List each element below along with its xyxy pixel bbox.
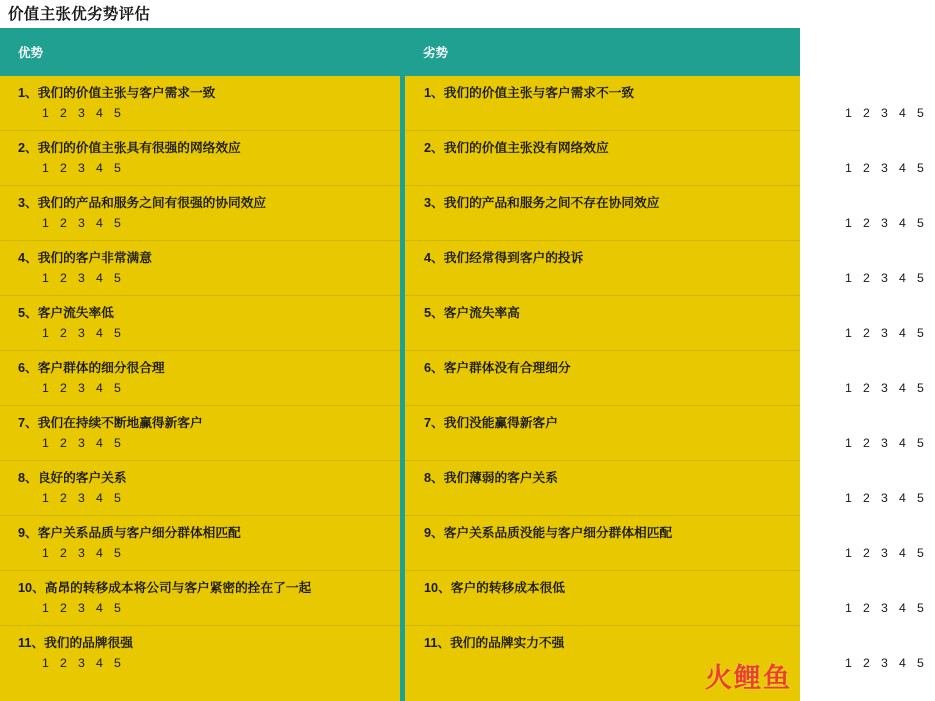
row-label: 4、我们经常得到客户的投诉	[424, 251, 584, 265]
row-label: 10、高昂的转移成本将公司与客户紧密的拴在了一起	[18, 581, 312, 595]
rating-option-4[interactable]: 4	[96, 106, 103, 120]
table-row[interactable]	[0, 76, 400, 131]
rating-option-1[interactable]: 1	[845, 601, 852, 615]
rating-scale[interactable]	[42, 161, 132, 175]
rating-scale[interactable]	[845, 546, 935, 560]
rating-scale[interactable]	[845, 161, 935, 175]
table-row[interactable]	[405, 131, 924, 186]
rating-option-3[interactable]: 3	[881, 381, 888, 395]
table-row[interactable]	[0, 186, 400, 241]
rating-option-3[interactable]: 3	[881, 601, 888, 615]
rating-option-2[interactable]: 2	[863, 546, 870, 560]
rating-option-2[interactable]: 2	[863, 381, 870, 395]
rating-option-2[interactable]: 2	[60, 656, 67, 670]
row-label: 5、客户流失率低	[18, 306, 114, 320]
row-label: 6、客户群体的细分很合理	[18, 361, 165, 375]
rating-option-4[interactable]: 4	[899, 216, 906, 230]
rating-scale[interactable]	[845, 381, 935, 395]
rating-option-3[interactable]: 3	[881, 161, 888, 175]
rating-scale[interactable]	[42, 381, 132, 395]
table-row[interactable]	[0, 131, 400, 186]
column-strengths	[0, 28, 400, 701]
rating-option-2[interactable]: 2	[863, 161, 870, 175]
rating-option-2[interactable]: 2	[60, 601, 67, 615]
rating-scale[interactable]	[845, 601, 935, 615]
row-label: 3、我们的产品和服务之间有很强的协同效应	[18, 196, 267, 210]
row-label: 8、良好的客户关系	[18, 471, 127, 485]
rating-option-1[interactable]: 1	[42, 326, 49, 340]
rating-option-3[interactable]: 3	[881, 326, 888, 340]
rating-option-4[interactable]: 4	[96, 491, 103, 505]
rating-option-3[interactable]: 3	[78, 491, 85, 505]
rows-weaknesses	[405, 76, 924, 681]
rating-option-4[interactable]: 4	[899, 491, 906, 505]
rating-option-5[interactable]: 5	[114, 161, 121, 175]
rating-option-5[interactable]: 5	[917, 381, 924, 395]
rating-scale[interactable]	[42, 436, 132, 450]
row-label: 7、我们在持续不断地赢得新客户	[18, 416, 203, 430]
table-row[interactable]	[405, 186, 924, 241]
rating-option-3[interactable]: 3	[881, 271, 888, 285]
rating-option-2[interactable]: 2	[60, 491, 67, 505]
rating-option-4[interactable]: 4	[899, 436, 906, 450]
rating-option-5[interactable]: 5	[114, 491, 121, 505]
rating-option-3[interactable]: 3	[78, 436, 85, 450]
rating-scale[interactable]	[42, 106, 132, 120]
rating-scale[interactable]	[42, 491, 132, 505]
rating-option-1[interactable]: 1	[845, 326, 852, 340]
rating-option-1[interactable]: 1	[845, 161, 852, 175]
rating-option-3[interactable]: 3	[78, 161, 85, 175]
rating-option-1[interactable]: 1	[42, 436, 49, 450]
rating-option-3[interactable]: 3	[881, 546, 888, 560]
rating-scale[interactable]	[42, 546, 132, 560]
rating-option-1[interactable]: 1	[845, 656, 852, 670]
rating-option-5[interactable]: 5	[917, 546, 924, 560]
rating-option-5[interactable]: 5	[114, 381, 121, 395]
rating-option-4[interactable]: 4	[96, 436, 103, 450]
rating-option-2[interactable]: 2	[863, 106, 870, 120]
rating-option-4[interactable]: 4	[899, 161, 906, 175]
page-title: 价值主张优劣势评估	[8, 6, 151, 23]
rating-option-5[interactable]: 5	[917, 271, 924, 285]
rating-option-5[interactable]: 5	[917, 216, 924, 230]
row-label: 4、我们的客户非常满意	[18, 251, 152, 265]
row-label: 9、客户关系品质与客户细分群体相匹配	[18, 526, 241, 540]
rating-option-2[interactable]: 2	[863, 271, 870, 285]
rating-option-3[interactable]: 3	[881, 491, 888, 505]
rating-option-4[interactable]: 4	[96, 326, 103, 340]
rating-option-4[interactable]: 4	[96, 161, 103, 175]
row-label: 2、我们的价值主张没有网络效应	[424, 141, 609, 155]
column-header-strengths: 优势	[0, 28, 400, 76]
rating-option-5[interactable]: 5	[114, 106, 121, 120]
rating-option-5[interactable]: 5	[917, 161, 924, 175]
rating-option-4[interactable]: 4	[899, 106, 906, 120]
table-row[interactable]	[405, 241, 924, 296]
table-row[interactable]	[405, 76, 924, 131]
row-label: 5、客户流失率高	[424, 306, 520, 320]
rating-option-2[interactable]: 2	[60, 271, 67, 285]
rating-option-1[interactable]: 1	[845, 271, 852, 285]
row-label: 6、客户群体没有合理细分	[424, 361, 571, 375]
rating-scale[interactable]	[42, 271, 132, 285]
row-label: 1、我们的价值主张与客户需求一致	[18, 86, 216, 100]
rating-option-3[interactable]: 3	[881, 216, 888, 230]
rating-scale[interactable]	[845, 326, 935, 340]
rating-option-5[interactable]: 5	[917, 656, 924, 670]
rating-option-4[interactable]: 4	[96, 656, 103, 670]
table-row[interactable]	[0, 241, 400, 296]
rating-option-2[interactable]: 2	[60, 106, 67, 120]
table-row[interactable]	[0, 571, 400, 626]
row-label: 2、我们的价值主张具有很强的网络效应	[18, 141, 241, 155]
row-label: 7、我们没能赢得新客户	[424, 416, 558, 430]
rating-option-4[interactable]: 4	[96, 546, 103, 560]
rating-option-1[interactable]: 1	[42, 546, 49, 560]
row-label: 10、客户的转移成本很低	[424, 581, 565, 595]
rating-option-3[interactable]: 3	[881, 106, 888, 120]
rating-option-1[interactable]: 1	[42, 106, 49, 120]
rating-option-2[interactable]: 2	[863, 491, 870, 505]
row-label: 11、我们的品牌实力不强	[424, 636, 565, 650]
rating-option-4[interactable]: 4	[96, 381, 103, 395]
rating-option-2[interactable]: 2	[60, 546, 67, 560]
assessment-table	[0, 28, 924, 701]
rating-option-5[interactable]: 5	[917, 436, 924, 450]
rating-option-4[interactable]: 4	[899, 271, 906, 285]
rating-scale[interactable]	[845, 216, 935, 230]
rating-scale[interactable]	[42, 326, 132, 340]
row-label: 11、我们的品牌很强	[18, 636, 133, 650]
rating-option-4[interactable]: 4	[899, 656, 906, 670]
rating-option-5[interactable]: 5	[114, 656, 121, 670]
rating-option-1[interactable]: 1	[845, 546, 852, 560]
table-row[interactable]	[405, 406, 924, 461]
rating-option-1[interactable]: 1	[42, 601, 49, 615]
rating-option-2[interactable]: 2	[863, 436, 870, 450]
rating-scale[interactable]	[42, 601, 132, 615]
column-header-weaknesses: 劣势	[405, 28, 800, 76]
rating-scale[interactable]	[845, 656, 935, 670]
rating-scale[interactable]	[845, 106, 935, 120]
rating-option-1[interactable]: 1	[845, 381, 852, 395]
rating-scale[interactable]	[42, 216, 132, 230]
rating-option-5[interactable]: 5	[114, 601, 121, 615]
rating-option-2[interactable]: 2	[863, 601, 870, 615]
row-label: 1、我们的价值主张与客户需求不一致	[424, 86, 635, 100]
rating-option-4[interactable]: 4	[899, 326, 906, 340]
row-label: 3、我们的产品和服务之间不存在协同效应	[424, 196, 660, 210]
rating-option-2[interactable]: 2	[863, 656, 870, 670]
rating-option-3[interactable]: 3	[78, 381, 85, 395]
table-row[interactable]	[0, 626, 400, 681]
rating-option-2[interactable]: 2	[60, 436, 67, 450]
rating-option-2[interactable]: 2	[863, 326, 870, 340]
rating-option-1[interactable]: 1	[845, 216, 852, 230]
rating-option-5[interactable]: 5	[114, 436, 121, 450]
rating-option-1[interactable]: 1	[845, 491, 852, 505]
rating-option-5[interactable]: 5	[917, 601, 924, 615]
table-row[interactable]	[0, 351, 400, 406]
rating-option-4[interactable]: 4	[899, 601, 906, 615]
rating-option-1[interactable]: 1	[42, 161, 49, 175]
column-weaknesses	[405, 28, 924, 701]
rating-option-1[interactable]: 1	[845, 436, 852, 450]
rating-option-5[interactable]: 5	[114, 216, 121, 230]
rating-option-3[interactable]: 3	[78, 546, 85, 560]
rating-scale[interactable]	[845, 271, 935, 285]
table-row[interactable]	[0, 461, 400, 516]
table-row[interactable]	[405, 351, 924, 406]
rating-option-2[interactable]: 2	[60, 326, 67, 340]
table-row[interactable]	[0, 406, 400, 461]
rating-option-1[interactable]: 1	[42, 491, 49, 505]
rating-option-1[interactable]: 1	[42, 656, 49, 670]
rating-option-5[interactable]: 5	[917, 491, 924, 505]
rating-option-4[interactable]: 4	[96, 601, 103, 615]
rating-option-1[interactable]: 1	[845, 106, 852, 120]
rating-option-4[interactable]: 4	[96, 216, 103, 230]
rating-scale[interactable]	[42, 656, 132, 670]
rating-option-4[interactable]: 4	[899, 546, 906, 560]
rating-option-3[interactable]: 3	[78, 326, 85, 340]
rows-strengths	[0, 76, 400, 681]
table-row[interactable]	[405, 516, 924, 571]
rating-scale[interactable]	[845, 491, 935, 505]
rating-option-3[interactable]: 3	[78, 601, 85, 615]
rating-option-2[interactable]: 2	[60, 216, 67, 230]
table-row[interactable]	[405, 626, 924, 681]
rating-option-4[interactable]: 4	[899, 381, 906, 395]
rating-option-3[interactable]: 3	[881, 656, 888, 670]
watermark: 火鲤鱼	[705, 663, 792, 693]
table-row[interactable]	[405, 571, 924, 626]
rating-option-3[interactable]: 3	[78, 106, 85, 120]
rating-option-5[interactable]: 5	[114, 546, 121, 560]
rating-option-1[interactable]: 1	[42, 216, 49, 230]
rating-option-2[interactable]: 2	[863, 216, 870, 230]
rating-option-3[interactable]: 3	[78, 656, 85, 670]
rating-option-3[interactable]: 3	[78, 216, 85, 230]
rating-option-1[interactable]: 1	[42, 271, 49, 285]
table-row[interactable]	[0, 296, 400, 351]
rating-option-5[interactable]: 5	[114, 271, 121, 285]
rating-option-3[interactable]: 3	[881, 436, 888, 450]
table-row[interactable]	[405, 296, 924, 351]
row-label: 8、我们薄弱的客户关系	[424, 471, 558, 485]
row-label: 9、客户关系品质没能与客户细分群体相匹配	[424, 526, 673, 540]
table-row[interactable]	[405, 461, 924, 516]
rating-option-5[interactable]: 5	[917, 326, 924, 340]
rating-option-2[interactable]: 2	[60, 161, 67, 175]
rating-option-5[interactable]: 5	[917, 106, 924, 120]
rating-option-1[interactable]: 1	[42, 381, 49, 395]
rating-option-2[interactable]: 2	[60, 381, 67, 395]
rating-option-5[interactable]: 5	[114, 326, 121, 340]
rating-scale[interactable]	[845, 436, 935, 450]
rating-option-4[interactable]: 4	[96, 271, 103, 285]
table-row[interactable]	[0, 516, 400, 571]
rating-option-3[interactable]: 3	[78, 271, 85, 285]
